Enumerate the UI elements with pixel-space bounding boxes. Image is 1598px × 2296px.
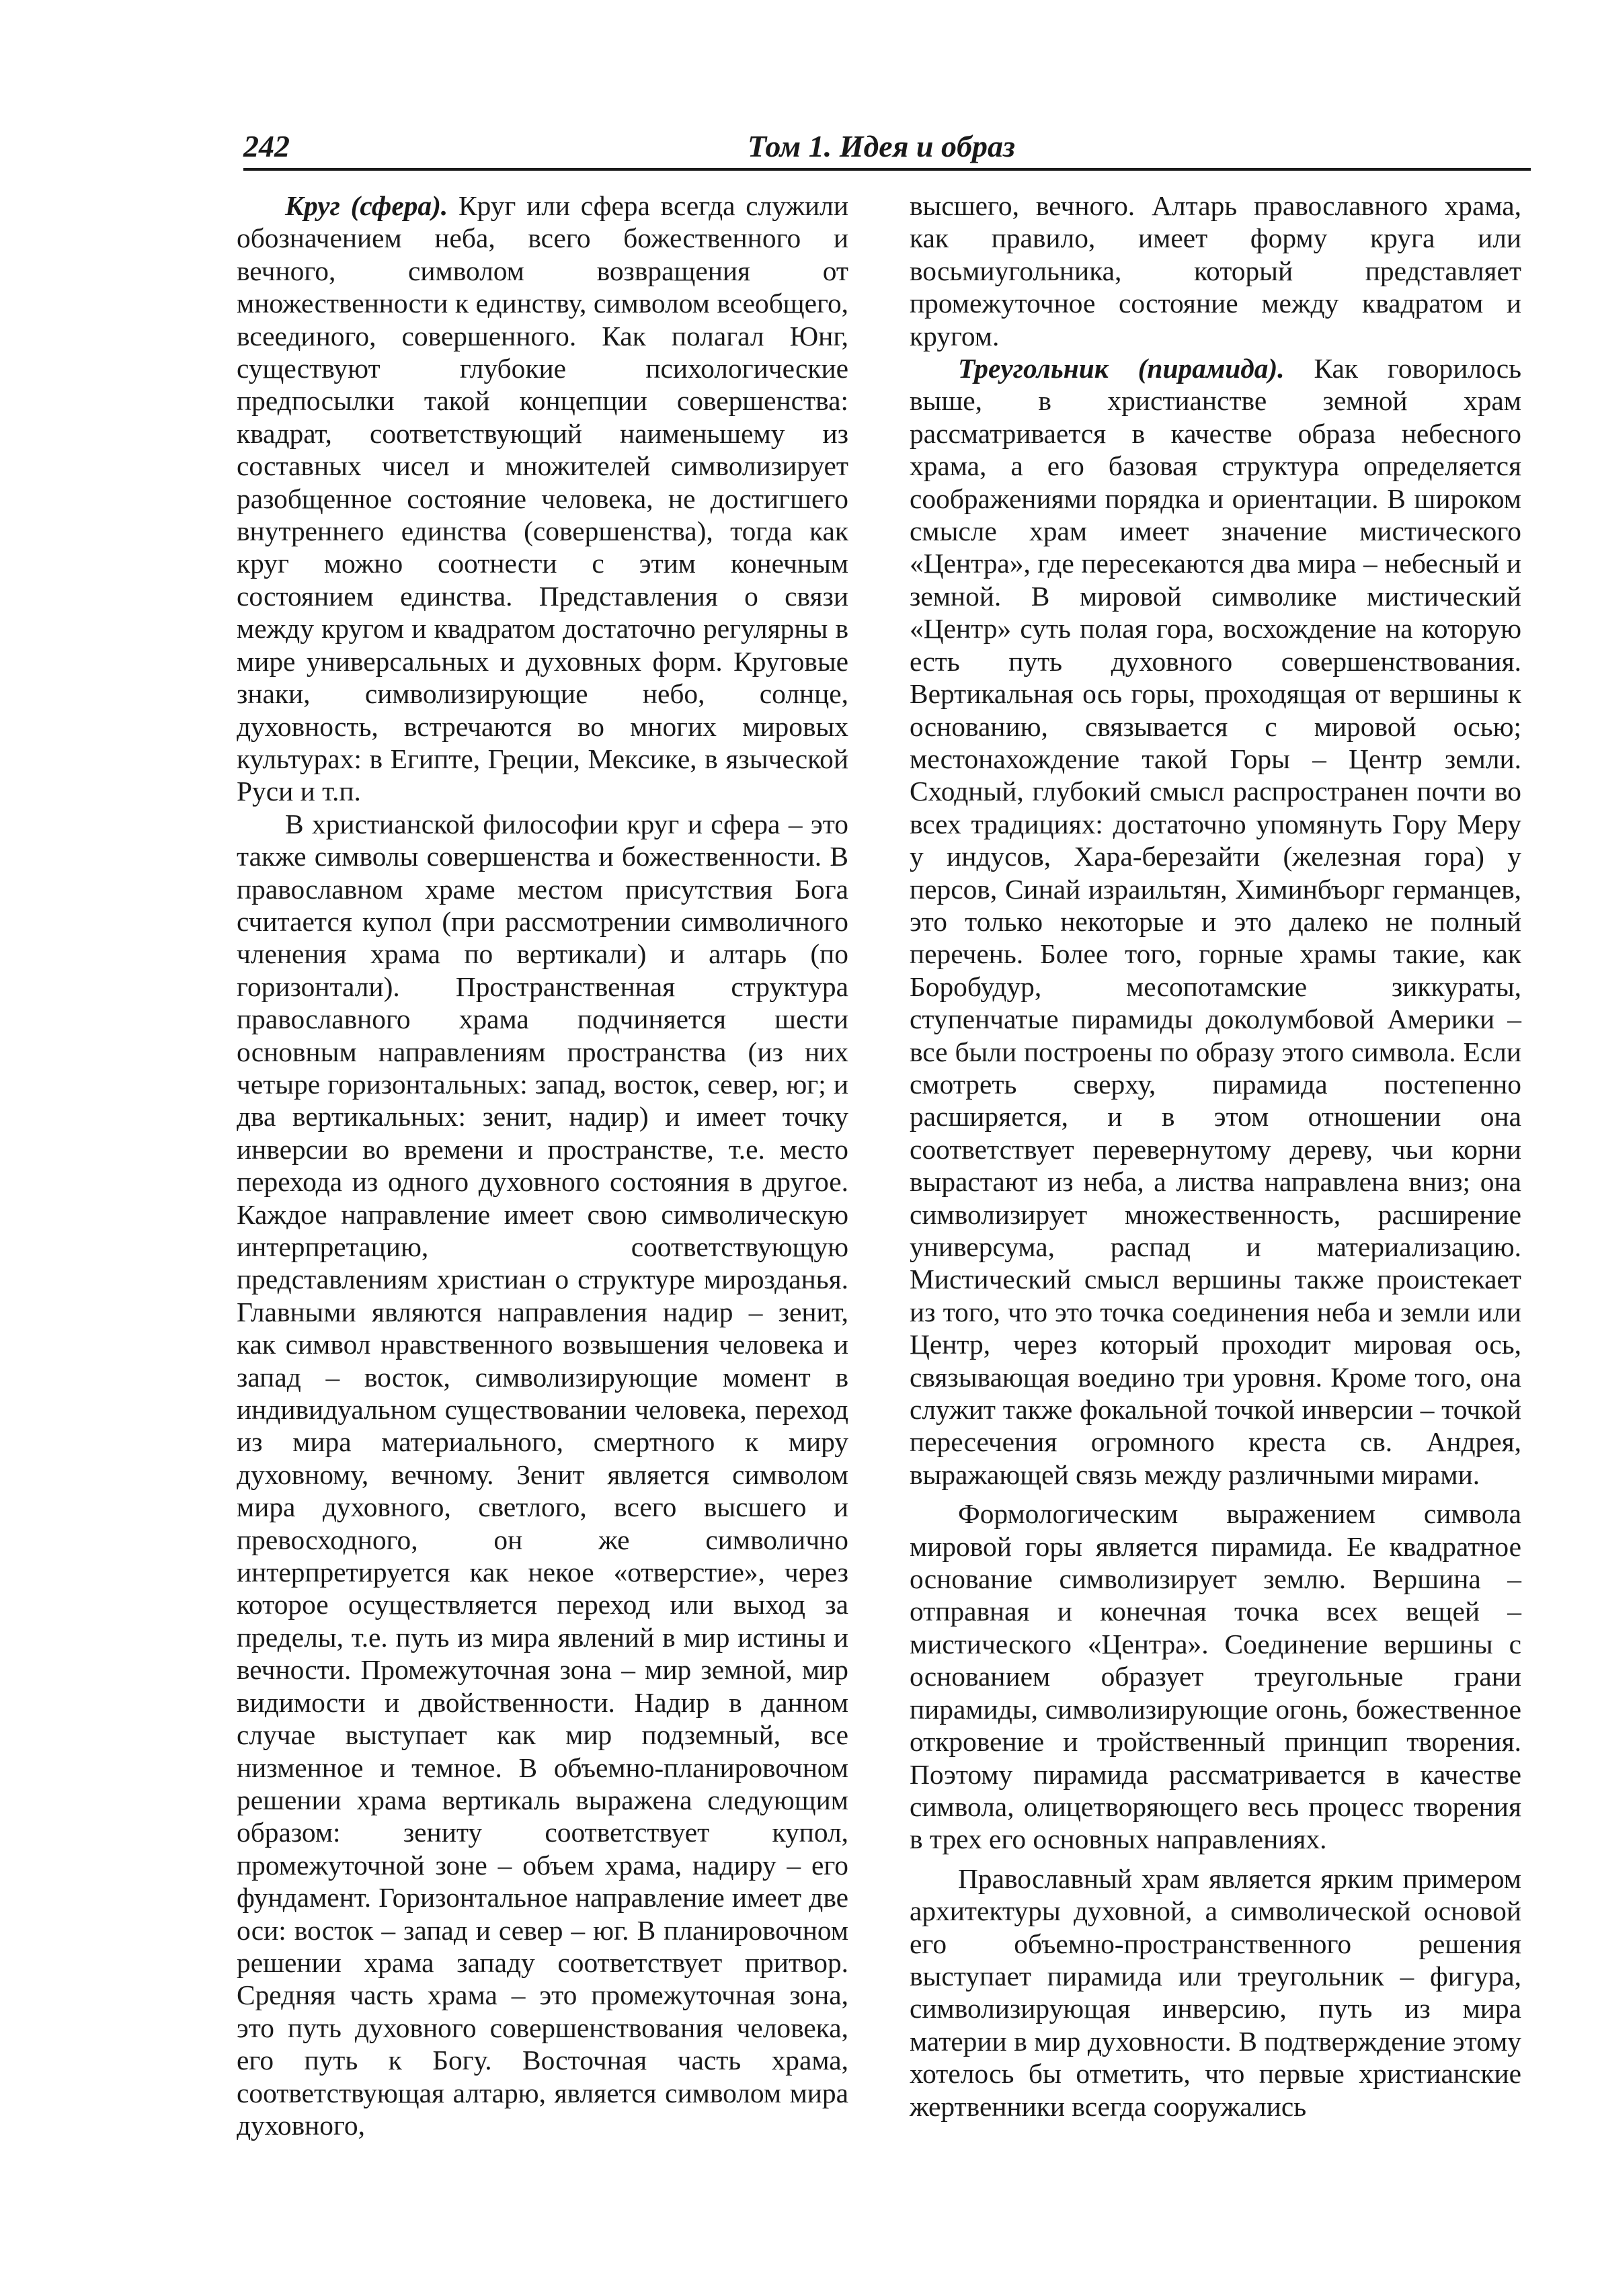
running-header bbox=[243, 121, 1531, 171]
term-triangle: Треугольник (пирамида). bbox=[958, 353, 1285, 384]
paragraph-text: Как говорилось выше, в христианстве земной храм рассматривается в качестве образа небесного храма, а его базовая структура определяется соображениями порядка и ориентации. В широком смысле храм имеет значение мистического «Центра», где пересекаются два мира – небесный и земной. В мировой символике мистический «Центр» суть полая гора, восхождение на которую есть путь духовного совершенствования. Вертикальная ось горы, проходящая от вершины к основанию, связывается с мировой осью; местонахождение такой Горы – Центр земли. Сходный, глубокий смысл распространен почти во всех традициях: достаточно упомянуть Гору Меру у индусов, Хара-березайти (железная гора) у персов, Синай израильтян, Химинбъорг германцев, это только некоторые и это далеко не полный перечень. Более того, горные храмы такие, как Боробудур, месопотамские зиккураты, ступенчатые пирамиды доколумбовой Америки – все были построены по образу этого символа. Если смотреть сверху, пирамида постепенно расширяется, и в этом отношении она соответствует перевернутому дереву, чьи корни вырастают из неба, а листва направлена вниз; она символизирует множественность, расширение универсума, распад и материализацию. Мистический смысл вершины также проистекает из того, что это точка соединения неба и земли или Центр, через который проходит мировая ось, связывающая воедино три уровня. Кроме того, она служит также фокальной точкой инверсии – точкой пересечения огромного креста св. Андрея, выражающей связь между различными мирами. bbox=[910, 353, 1521, 1490]
paragraph-triangle bbox=[910, 352, 1521, 1491]
paragraph-circle bbox=[237, 190, 848, 808]
term-circle: Круг (сфера). bbox=[285, 190, 448, 221]
paragraph-text: Круг или сфера всегда служили обозначением неба, всего божественного и вечного, символом возвращения от множественности к единству, символом всеобщего, всеединого, совершенного. Как полагал Юнг, существуют глубокие психологические предпосылки такой концепции совершенства: квадрат, соответствующий наименьшему из составных чисел и множителей символизирует разобщенное состояние человека, не достигшего внутреннего единства (совершенства), тогда как круг можно соотнести с этим конечным состоянием единства. Представления о связи между кругом и квадратом достаточно регулярны в мире универсальных и духовных форм. Круговые знаки, символизирующие небо, солнце, духовность, встречаются во многих мировых культурах: в Египте, Греции, Мексике, в языческой Руси и т.п. bbox=[237, 190, 848, 807]
running-title: Том 1. Идея и образ bbox=[748, 129, 1015, 163]
paragraph-continuation: высшего, вечного. Алтарь православного храма, как правило, имеет форму круга или восьмиугольника, который представляет промежуточное состояние между квадратом и кругом. bbox=[910, 190, 1521, 352]
left-column bbox=[237, 190, 848, 2141]
paragraph-orthodox-temple: Православный храм является ярким примером архитектуры духовной, а символической основой его объемно-пространственного решения выступает пирамида или треугольник – фигура, символизирующая инверсию, путь из мира материи в мир духовности. В подтверждение этому хотелось бы отметить, что первые христианские жертвенники всегда сооружались bbox=[910, 1862, 1521, 2122]
paragraph-christian-philosophy: В христианской философии круг и сфера – это также символы совершенства и божественности. В православном храме местом присутствия Бога считается купол (при рассмотрении символичного членения храма по вертикали) и алтарь (по горизонтали). Пространственная структура православного храма подчиняется шести основным направлениям пространства (из них четыре горизонтальных: запад, восток, север, юг; и два вертикальных: зенит, надир) и имеет точку инверсии во времени и пространстве, т.е. место перехода из одного духовного состояния в другое. Каждое направление имеет свою символическую интерпретацию, соответствующую представлениям христиан о структуре мирозданья. Главными являются направления надир – зенит, как символ нравственного возвышения человека и запад – восток, символизирующие момент в индивидуальном существовании человека, переход из мира материального, смертного к миру духовному, вечному. Зенит является символом мира духовного, светлого, всего высшего и превосходного, он же символично интерпретируется как некое «отверстие», через которое осуществляется переход или выход за пределы, т.е. путь из мира явлений в мир истины и вечности. Промежуточная зона – мир земной, мир видимости и двойственности. Надир в данном случае выступает как мир подземный, все низменное и темное. В объемно-планировочном решении храма вертикаль выражена следующим образом: зениту соответствует купол, промежуточной зоне – объем храма, надиру – его фундамент. Горизонтальное направление имеет две оси: восток – запад и север – юг. В планировочном решении храма западу соответствует притвор. Средняя часть храма – это промежуточная зона, это путь духовного совершенствования человека, его путь к Богу. Восточная часть храма, соответствующая алтарю, является символом мира духовного, bbox=[237, 808, 848, 2141]
right-column bbox=[910, 190, 1521, 2123]
paragraph-pyramid: Формологическим выражением символа мировой горы является пирамида. Ее квадратное основание символизирует землю. Вершина – отправная и конечная точка всех вещей – мистического «Центра». Соединение вершины с основанием образует треугольные грани пирамиды, символизирующие огонь, божественное откровение и тройственный принцип творения. Поэтому пирамида рассматривается в качестве символа, олицетворяющего весь процесс творения в трех его основных направлениях. bbox=[910, 1498, 1521, 1855]
page-number: 242 bbox=[243, 129, 290, 163]
